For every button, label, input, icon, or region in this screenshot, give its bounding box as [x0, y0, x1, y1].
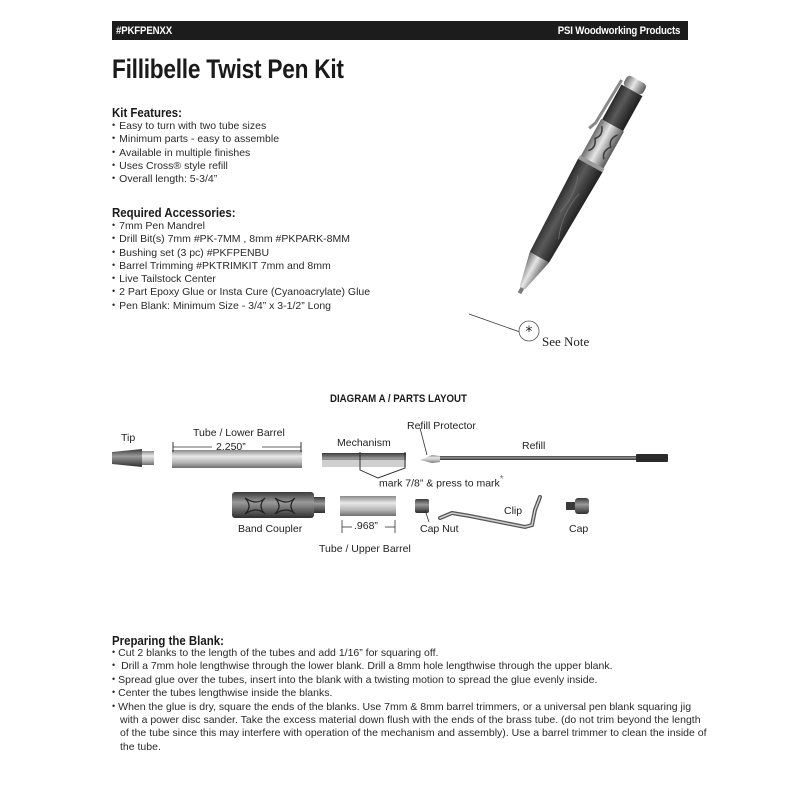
list-item: • Drill Bit(s) 7mm #PK-7MM , 8mm #PKPARK-8MM [112, 233, 370, 246]
label-lower-length: 2.250” [216, 441, 246, 453]
part-cap [566, 498, 589, 514]
svg-text:*: * [525, 324, 533, 340]
list-item: • Spread glue over the tubes, insert into the blank with a twisting motion to spread the glue evenly inside. [112, 674, 712, 687]
label-mechanism: Mechanism [337, 437, 391, 449]
list-item: • When the glue is dry, square the ends of the blanks. Use 7mm & 8mm barrel trimmers, or a universal pen blank squaring jig with a power disc sander. Take the excess material down flush with the ends of the brass tube. (do not trim beyond the length of the tube since this may interfere with operation of the mechanism and assembly). Use a barrel trimmer to clean the inside of the tube. [112, 701, 712, 755]
mark-note-text: mark 7/8” & press to mark [379, 477, 500, 490]
label-band-coupler: Band Coupler [238, 523, 303, 535]
preparing-heading: Preparing the Blank: [112, 633, 224, 648]
sku-label: #PKFPENXX [116, 24, 172, 37]
label-cap-nut: Cap Nut [420, 523, 459, 535]
label-tip: Tip [121, 432, 136, 444]
label-cap: Cap [569, 523, 589, 535]
see-note-label: See Note [542, 334, 590, 349]
label-clip: Clip [504, 505, 523, 517]
part-cap-nut [415, 499, 429, 522]
list-item: • Easy to turn with two tube sizes [112, 120, 279, 133]
diagram-title: DIAGRAM A / PARTS LAYOUT [330, 393, 467, 405]
label-lower-barrel: Tube / Lower Barrel [193, 427, 285, 439]
part-band-coupler [232, 492, 325, 518]
list-item: • Center the tubes lengthwise inside the blanks. [112, 687, 712, 700]
label-refill: Refill [522, 440, 546, 452]
list-item: • Barrel Trimming #PKTRIMKIT 7mm and 8mm [112, 260, 370, 273]
label-upper-barrel: Tube / Upper Barrel [319, 543, 411, 555]
list-item: • Minimum parts - easy to assemble [112, 133, 279, 146]
label-refill-protector: Refill Protector [407, 420, 476, 432]
page-title: Fillibelle Twist Pen Kit [112, 54, 344, 84]
list-item: • Uses Cross® style refill [112, 160, 279, 173]
mark-asterisk: * [499, 474, 504, 485]
list-item: • Cut 2 blanks to the length of the tubes and add 1/16” for squaring off. [112, 647, 712, 660]
preparing-list [112, 647, 712, 754]
list-item: • Drill a 7mm hole lengthwise through the lower blank. Drill a 8mm hole lengthwise through the upper blank. [112, 660, 712, 673]
list-item: • Overall length: 5-3/4” [112, 173, 279, 186]
kit-features-heading: Kit Features: [112, 105, 182, 120]
label-mark-note [379, 474, 504, 490]
list-item: • Live Tailstock Center [112, 273, 370, 286]
part-tip [112, 449, 154, 467]
label-upper-length: .968” [354, 520, 378, 532]
list-item: • Available in multiple finishes [112, 147, 279, 160]
list-item: • 2 Part Epoxy Glue or Insta Cure (Cyanoacrylate) Glue [112, 286, 370, 299]
list-item: • Bushing set (3 pc) #PKFPENBU [112, 247, 370, 260]
list-item: • 7mm Pen Mandrel [112, 220, 370, 233]
list-item: • Pen Blank: Minimum Size - 3/4” x 3-1/2” Long [112, 300, 370, 313]
brand-label: PSI Woodworking Products [557, 24, 680, 37]
required-accessories-heading: Required Accessories: [112, 205, 236, 220]
